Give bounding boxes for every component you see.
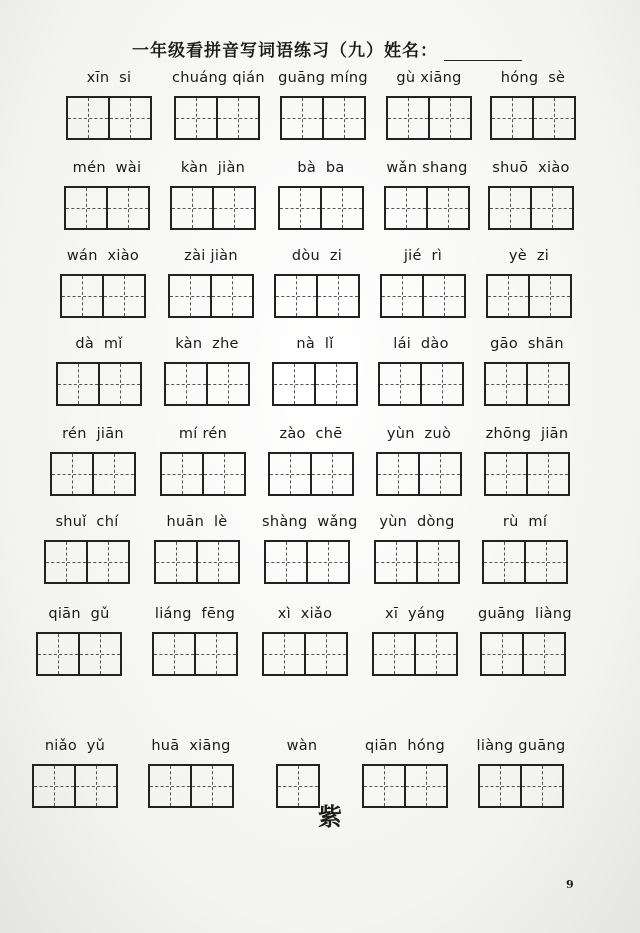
writing-box[interactable] — [192, 764, 234, 808]
tianzige-boxes — [264, 540, 350, 584]
writing-box[interactable] — [422, 362, 464, 406]
writing-box[interactable] — [322, 186, 364, 230]
exercise-item — [482, 426, 572, 500]
tianzige-boxes — [488, 186, 574, 230]
pinyin-label: dòu zi — [291, 248, 343, 264]
writing-box[interactable] — [532, 186, 574, 230]
exercise-item — [372, 514, 462, 588]
writing-box[interactable] — [168, 274, 212, 318]
pinyin-label: zài jiàn — [184, 248, 238, 264]
title-text: 一年级看拼音写词语练习（九）姓名： — [132, 41, 438, 61]
tianzige-boxes — [274, 274, 360, 318]
exercise-item — [374, 426, 464, 500]
pinyin-label: huā xiāng — [151, 738, 231, 754]
exercise-item — [376, 336, 466, 410]
tianzige-boxes — [484, 362, 570, 406]
exercise-item — [172, 70, 265, 144]
exercise-item — [476, 738, 566, 812]
writing-box[interactable] — [262, 632, 306, 676]
exercise-item — [370, 606, 460, 680]
exercise-item — [260, 606, 350, 680]
tianzige-boxes — [280, 96, 366, 140]
writing-box[interactable] — [76, 764, 118, 808]
tianzige-boxes — [164, 362, 250, 406]
tianzige-boxes — [378, 362, 464, 406]
pinyin-label: liáng fēng — [154, 606, 236, 622]
page-number: 9 — [566, 878, 574, 891]
exercise-item — [378, 248, 468, 322]
writing-box[interactable] — [430, 96, 472, 140]
writing-box[interactable] — [522, 764, 564, 808]
writing-box[interactable] — [148, 764, 192, 808]
writing-box[interactable] — [308, 540, 350, 584]
writing-box[interactable] — [214, 186, 256, 230]
pinyin-label: mén wài — [72, 160, 142, 176]
writing-box[interactable] — [406, 764, 448, 808]
pinyin-label: huān lè — [166, 514, 228, 530]
writing-box[interactable] — [154, 540, 198, 584]
tianzige-boxes — [44, 540, 130, 584]
pinyin-label: wán xiào — [66, 248, 140, 264]
exercise-item — [360, 738, 450, 812]
tianzige-boxes — [152, 632, 238, 676]
exercise-item — [478, 606, 572, 680]
pinyin-label: gù xiāng — [396, 70, 462, 86]
writing-box[interactable] — [374, 540, 418, 584]
writing-box[interactable] — [524, 632, 566, 676]
tianzige-boxes — [32, 764, 118, 808]
writing-box[interactable] — [384, 186, 428, 230]
pinyin-label: wàn — [286, 738, 318, 754]
writing-box[interactable] — [316, 362, 358, 406]
pinyin-label: yùn zuò — [386, 426, 452, 442]
tianzige-boxes — [276, 764, 320, 808]
writing-box[interactable] — [44, 540, 88, 584]
writing-box[interactable] — [480, 632, 524, 676]
pinyin-label: chuáng qián — [172, 70, 265, 86]
tianzige-boxes — [482, 540, 568, 584]
exercise-item — [146, 738, 236, 812]
pinyin-label: kàn jiàn — [180, 160, 246, 176]
pinyin-label: bà ba — [297, 160, 345, 176]
writing-box[interactable] — [108, 186, 150, 230]
writing-box[interactable] — [490, 96, 534, 140]
writing-box[interactable] — [530, 274, 572, 318]
writing-box[interactable] — [484, 362, 528, 406]
tianzige-boxes — [272, 362, 358, 406]
writing-box[interactable] — [208, 362, 250, 406]
pinyin-label: dà mǐ — [75, 336, 123, 352]
exercise-item — [384, 70, 474, 144]
exercise-item — [54, 336, 144, 410]
exercise-item — [168, 160, 258, 234]
writing-box[interactable] — [100, 362, 142, 406]
writing-box[interactable] — [64, 186, 108, 230]
tianzige-boxes — [484, 452, 570, 496]
tianzige-boxes — [480, 632, 566, 676]
exercise-item — [158, 426, 248, 500]
exercise-item — [64, 70, 154, 144]
writing-box[interactable] — [36, 632, 80, 676]
pinyin-label: rù mí — [502, 514, 548, 530]
writing-box[interactable] — [152, 632, 196, 676]
tianzige-boxes — [160, 452, 246, 496]
tianzige-boxes — [386, 96, 472, 140]
writing-box[interactable] — [534, 96, 576, 140]
writing-box[interactable] — [418, 540, 460, 584]
pinyin-label: lái dào — [393, 336, 449, 352]
tianzige-boxes — [262, 632, 348, 676]
writing-box[interactable] — [268, 452, 312, 496]
pinyin-label: yùn dòng — [379, 514, 455, 530]
pinyin-label: shàng wǎng — [262, 514, 358, 530]
tianzige-boxes — [168, 274, 254, 318]
tianzige-boxes — [174, 96, 260, 140]
writing-box[interactable] — [218, 96, 260, 140]
tianzige-boxes — [376, 452, 462, 496]
tianzige-boxes — [362, 764, 448, 808]
writing-box[interactable] — [276, 764, 320, 808]
exercise-item — [276, 160, 366, 234]
writing-box[interactable] — [362, 764, 406, 808]
tianzige-boxes — [170, 186, 256, 230]
exercise-item — [484, 248, 574, 322]
writing-box[interactable] — [420, 452, 462, 496]
tianzige-boxes — [64, 186, 150, 230]
pinyin-label: guāng míng — [278, 70, 368, 86]
writing-box[interactable] — [198, 540, 240, 584]
pinyin-label: jié rì — [403, 248, 443, 264]
exercise-item — [266, 426, 356, 500]
pinyin-label: hóng sè — [500, 70, 566, 86]
exercise-item — [488, 70, 578, 144]
pinyin-label: qiān gǔ — [48, 606, 110, 622]
writing-box[interactable] — [272, 362, 316, 406]
pinyin-label: xì xiǎo — [277, 606, 333, 622]
exercise-item — [34, 606, 124, 680]
writing-box[interactable] — [488, 186, 532, 230]
tianzige-boxes — [372, 632, 458, 676]
writing-box[interactable] — [104, 274, 146, 318]
writing-box[interactable] — [376, 452, 420, 496]
pinyin-label: zhōng jiān — [485, 426, 569, 442]
pinyin-label: shuǐ chí — [55, 514, 119, 530]
writing-box[interactable] — [372, 632, 416, 676]
tianzige-boxes — [36, 632, 122, 676]
writing-box[interactable] — [306, 632, 348, 676]
writing-box[interactable] — [380, 274, 424, 318]
pinyin-label: mí rén — [178, 426, 228, 442]
pinyin-label: kàn zhe — [175, 336, 239, 352]
exercise-item — [162, 336, 252, 410]
exercise-item — [30, 738, 120, 812]
exercise-item — [482, 336, 572, 410]
writing-box[interactable] — [318, 274, 360, 318]
tianzige-boxes — [148, 764, 234, 808]
exercise-item — [62, 160, 152, 234]
tianzige-boxes — [66, 96, 152, 140]
writing-box[interactable] — [80, 632, 122, 676]
pinyin-label: qiān hóng — [365, 738, 445, 754]
exercise-item — [486, 160, 576, 234]
writing-box[interactable] — [378, 362, 422, 406]
exercise-item — [150, 606, 240, 680]
exercise-item — [166, 248, 256, 322]
tianzige-boxes — [478, 764, 564, 808]
tianzige-boxes — [380, 274, 466, 318]
writing-box[interactable] — [312, 452, 354, 496]
pinyin-label: xīn si — [86, 70, 132, 86]
writing-box[interactable] — [482, 540, 526, 584]
exercise-item — [152, 514, 242, 588]
pinyin-label: rén jiān — [62, 426, 124, 442]
tianzige-boxes — [268, 452, 354, 496]
writing-box[interactable] — [264, 540, 308, 584]
writing-box[interactable] — [88, 540, 130, 584]
tianzige-boxes — [486, 274, 572, 318]
pinyin-label: niǎo yǔ — [44, 738, 106, 754]
tianzige-boxes — [384, 186, 470, 230]
writing-box[interactable] — [278, 186, 322, 230]
writing-box[interactable] — [528, 452, 570, 496]
pinyin-label: yè zi — [508, 248, 550, 264]
writing-box[interactable] — [484, 452, 528, 496]
writing-box[interactable] — [416, 632, 458, 676]
tianzige-boxes — [50, 452, 136, 496]
pinyin-label: zào chē — [279, 426, 343, 442]
tianzige-boxes — [56, 362, 142, 406]
tianzige-boxes — [278, 186, 364, 230]
writing-box[interactable] — [160, 452, 204, 496]
writing-box[interactable] — [280, 96, 324, 140]
writing-box[interactable] — [212, 274, 254, 318]
pinyin-label: nà lǐ — [296, 336, 334, 352]
exercise-item — [480, 514, 570, 588]
exercise-item — [262, 514, 358, 588]
writing-box[interactable] — [486, 274, 530, 318]
writing-box[interactable] — [50, 452, 94, 496]
pinyin-label: wǎn shang — [386, 160, 468, 176]
exercise-item — [272, 248, 362, 322]
given-character: 紫 — [318, 802, 342, 831]
writing-box[interactable] — [32, 764, 76, 808]
writing-box[interactable] — [60, 274, 104, 318]
writing-box[interactable] — [528, 362, 570, 406]
writing-box[interactable] — [478, 764, 522, 808]
writing-box[interactable] — [56, 362, 100, 406]
pinyin-label: xī yáng — [384, 606, 446, 622]
writing-box[interactable] — [324, 96, 366, 140]
tianzige-boxes — [154, 540, 240, 584]
exercise-item — [270, 336, 360, 410]
writing-box[interactable] — [66, 96, 110, 140]
writing-box[interactable] — [428, 186, 470, 230]
writing-box[interactable] — [274, 274, 318, 318]
writing-box[interactable] — [110, 96, 152, 140]
writing-box[interactable] — [94, 452, 136, 496]
exercise-item — [278, 70, 368, 144]
exercise-item — [382, 160, 472, 234]
writing-box[interactable] — [196, 632, 238, 676]
tianzige-boxes — [374, 540, 460, 584]
writing-box[interactable] — [164, 362, 208, 406]
writing-box[interactable] — [386, 96, 430, 140]
exercise-item — [42, 514, 132, 588]
writing-box[interactable] — [424, 274, 466, 318]
pinyin-label: liàng guāng — [476, 738, 566, 754]
tianzige-boxes — [490, 96, 576, 140]
exercise-item — [58, 248, 148, 322]
writing-box[interactable] — [170, 186, 214, 230]
pinyin-label: guāng liàng — [478, 606, 572, 622]
writing-box[interactable] — [526, 540, 568, 584]
writing-box[interactable] — [204, 452, 246, 496]
pinyin-label: shuō xiào — [492, 160, 570, 176]
exercise-item — [48, 426, 138, 500]
pinyin-label: gāo shān — [490, 336, 564, 352]
writing-box[interactable] — [174, 96, 218, 140]
tianzige-boxes — [60, 274, 146, 318]
